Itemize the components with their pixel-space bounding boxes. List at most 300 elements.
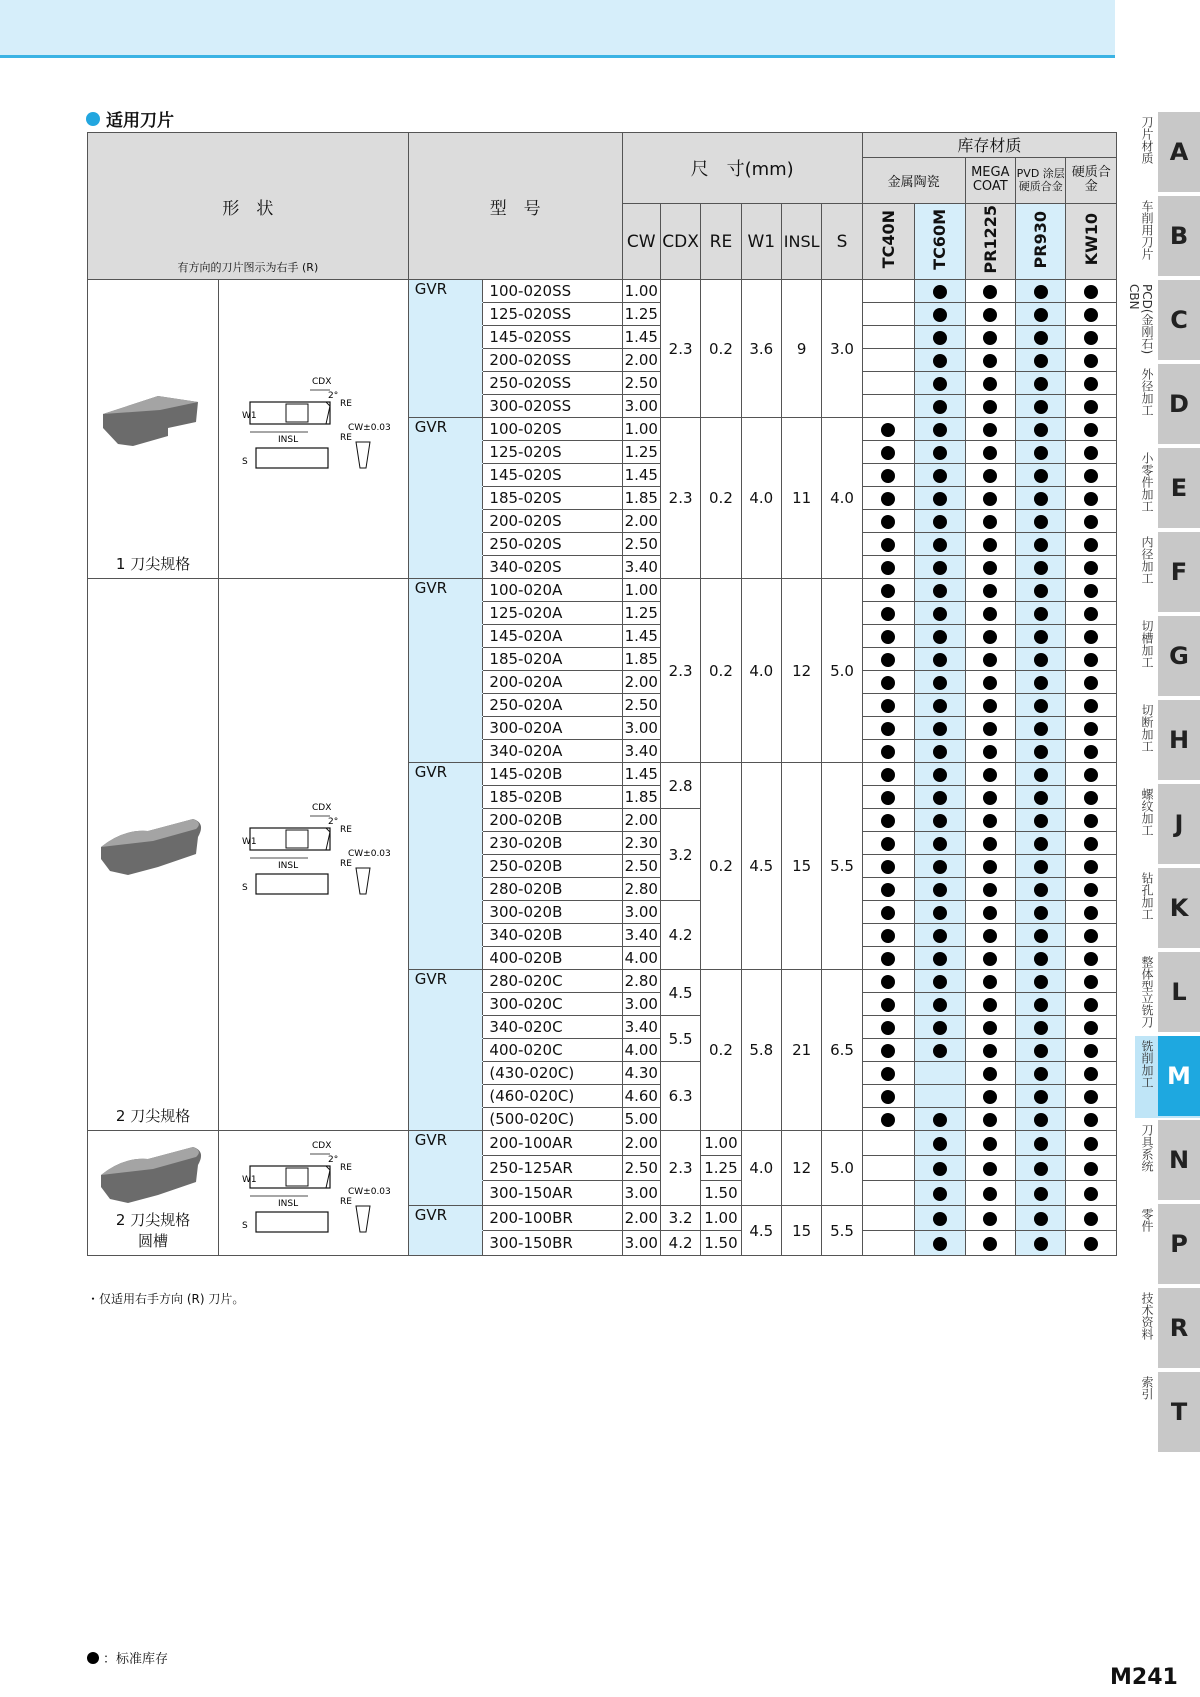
stock-dot-icon (983, 975, 997, 989)
cw-value: 2.00 (622, 671, 660, 694)
nav-tab-label: 索引 (1140, 1376, 1154, 1400)
w1-value: 5.8 (741, 970, 781, 1131)
stock-cell (1016, 1181, 1066, 1206)
stock-cell (965, 1085, 1015, 1108)
stock-dot-icon (1034, 354, 1048, 368)
cw-value: 1.45 (622, 625, 660, 648)
stock-dot-icon (1084, 285, 1098, 299)
stock-cell (862, 1039, 914, 1062)
stock-dot-icon (1084, 975, 1098, 989)
stock-cell (862, 280, 914, 303)
stock-dot-icon (87, 1652, 99, 1664)
stock-cell (965, 441, 1015, 464)
stock-cell (915, 372, 965, 395)
w1-value: 3.6 (741, 280, 781, 418)
stock-cell (862, 1131, 914, 1156)
nav-tab-l[interactable] (1135, 952, 1200, 1034)
stock-cell (1016, 1039, 1066, 1062)
insert-spec-table (87, 132, 1117, 1256)
stock-dot-icon (881, 492, 895, 506)
stock-cell (965, 970, 1015, 993)
stock-cell (915, 947, 965, 970)
stock-dot-icon (933, 400, 947, 414)
mat-carbide: 硬质合金 (1066, 157, 1117, 203)
stock-cell (1016, 1062, 1066, 1085)
stock-dot-icon (933, 423, 947, 437)
stock-cell (915, 533, 965, 556)
stock-cell (862, 1062, 914, 1085)
stock-cell (965, 464, 1015, 487)
stock-dot-icon (983, 1090, 997, 1104)
stock-cell (862, 372, 914, 395)
stock-cell (1066, 878, 1117, 901)
stock-cell (915, 326, 965, 349)
cdx-value: 4.2 (660, 901, 700, 970)
stock-cell (1066, 901, 1117, 924)
header-band (0, 0, 1115, 58)
stock-dot-icon (983, 446, 997, 460)
stock-dot-icon (933, 1113, 947, 1127)
stock-cell (915, 625, 965, 648)
nav-tab-letter: D (1158, 364, 1200, 444)
model-number: 300-150AR (483, 1181, 622, 1206)
diagram-label-re: RE (340, 1163, 353, 1173)
diagram-label-cw: CW±0.03 (348, 423, 392, 433)
nav-tab-label: 铣削加工 (1140, 1040, 1154, 1088)
insl-value: 11 (781, 418, 821, 579)
stock-cell (862, 349, 914, 372)
stock-cell (1016, 671, 1066, 694)
diagram-label-insl: INSL (278, 435, 299, 445)
stock-dot-icon (1084, 745, 1098, 759)
stock-dot-icon (933, 975, 947, 989)
stock-dot-icon (1034, 814, 1048, 828)
col-cw: CW (622, 204, 660, 280)
diagram-label-cdx: CDX (312, 1141, 332, 1151)
section-title: 适用刀片 (86, 106, 174, 131)
stock-dot-icon (933, 515, 947, 529)
cdx-value: 3.2 (660, 1206, 700, 1231)
stock-dot-icon (1034, 952, 1048, 966)
model-number: 200-020SS (483, 349, 622, 372)
insert-dimension-diagram (219, 579, 409, 1131)
stock-cell (862, 1016, 914, 1039)
stock-dot-icon (881, 791, 895, 805)
stock-cell (965, 1156, 1015, 1181)
stock-cell (1066, 924, 1117, 947)
insert-image (92, 1135, 214, 1209)
model-number: 250-020S (483, 533, 622, 556)
stock-cell (965, 786, 1015, 809)
model-number: 400-020B (483, 947, 622, 970)
stock-cell (862, 832, 914, 855)
stock-cell (1066, 510, 1117, 533)
stock-cell (915, 487, 965, 510)
stock-dot-icon (983, 285, 997, 299)
tip-spec-label: 2 刀尖规格 (115, 1211, 191, 1229)
diagram-label-s: S (242, 457, 249, 467)
stock-cell (862, 1085, 914, 1108)
nav-tab-letter: N (1158, 1120, 1200, 1200)
stock-dot-icon (1084, 423, 1098, 437)
re-value: 1.50 (701, 1181, 741, 1206)
nav-tab-c[interactable] (1127, 280, 1200, 362)
re-value: 1.25 (701, 1156, 741, 1181)
col-insl: INSL (781, 204, 821, 280)
cw-value: 3.00 (622, 993, 660, 1016)
model-prefix (408, 625, 483, 648)
model-number: (460-020C) (483, 1085, 622, 1108)
diagram-label-insl: INSL (278, 860, 299, 871)
stock-dot-icon (881, 722, 895, 736)
stock-dot-icon (881, 975, 895, 989)
stock-cell (965, 924, 1015, 947)
stock-cell (965, 1016, 1015, 1039)
stock-cell (862, 441, 914, 464)
cw-value: 3.00 (622, 395, 660, 418)
stock-cell (1016, 464, 1066, 487)
stock-dot-icon (983, 745, 997, 759)
cw-value: 3.40 (622, 924, 660, 947)
stock-dot-icon (983, 584, 997, 598)
grade-pr1225: PR1225 (965, 204, 1015, 280)
stock-cell (862, 1231, 914, 1256)
stock-cell (862, 947, 914, 970)
cw-value: 3.00 (622, 1181, 660, 1206)
stock-cell (965, 418, 1015, 441)
stock-cell (965, 878, 1015, 901)
model-number: 280-020C (483, 970, 622, 993)
model-number: 145-020S (483, 464, 622, 487)
stock-dot-icon (1084, 1187, 1098, 1201)
stock-dot-icon (1084, 722, 1098, 736)
stock-dot-icon (1084, 814, 1098, 828)
nav-tab-e[interactable] (1135, 448, 1200, 530)
nav-tab-label: 技术资料 (1140, 1292, 1154, 1340)
insert-image (92, 284, 214, 553)
model-prefix (408, 671, 483, 694)
stock-dot-icon (1034, 1162, 1048, 1176)
cw-value: 2.00 (622, 349, 660, 372)
cw-value: 2.30 (622, 832, 660, 855)
stock-cell (915, 349, 965, 372)
model-prefix (408, 809, 483, 832)
stock-cell (1016, 763, 1066, 786)
w1-value: 4.0 (741, 579, 781, 763)
stock-dot-icon (881, 653, 895, 667)
model-number: 340-020B (483, 924, 622, 947)
insert-dimension-diagram (219, 1131, 409, 1256)
stock-dot-icon (983, 630, 997, 644)
stock-cell (965, 809, 1015, 832)
mat-pvd: PVD 涂层硬质合金 (1016, 157, 1066, 203)
stock-cell (915, 786, 965, 809)
stock-dot-icon (983, 768, 997, 782)
nav-tab-r[interactable] (1135, 1288, 1200, 1370)
stock-cell (1066, 1085, 1117, 1108)
cw-value: 1.25 (622, 303, 660, 326)
model-number: 340-020A (483, 740, 622, 763)
stock-dot-icon (933, 699, 947, 713)
nav-tab-j[interactable] (1135, 784, 1200, 866)
stock-cell (965, 326, 1015, 349)
stock-cell (915, 970, 965, 993)
model-prefix (408, 993, 483, 1016)
stock-cell (965, 1231, 1015, 1256)
stock-cell (862, 1206, 914, 1231)
diagram-label-re: RE (340, 399, 353, 409)
stock-cell (862, 717, 914, 740)
stock-cell (1066, 1016, 1117, 1039)
model-number: 300-150BR (483, 1231, 622, 1256)
stock-cell (915, 924, 965, 947)
col-s: S (822, 204, 862, 280)
stock-dot-icon (933, 469, 947, 483)
stock-dot-icon (983, 860, 997, 874)
w1-value: 4.5 (741, 1206, 781, 1256)
nav-tab-k[interactable] (1135, 868, 1200, 950)
stock-dot-icon (881, 1113, 895, 1127)
nav-tab-b[interactable] (1135, 196, 1200, 278)
model-prefix (408, 1108, 483, 1131)
model-prefix (408, 1156, 483, 1181)
stock-dot-icon (1034, 745, 1048, 759)
stock-dot-icon (1034, 1212, 1048, 1226)
model-prefix (408, 510, 483, 533)
stock-dot-icon (1084, 1044, 1098, 1058)
cw-value: 3.40 (622, 740, 660, 763)
nav-tab-letter: J (1158, 784, 1200, 864)
cdx-value: 4.2 (660, 1231, 700, 1256)
cw-value: 2.50 (622, 1156, 660, 1181)
stock-cell (915, 671, 965, 694)
insert-dimension-diagram (219, 280, 409, 579)
nav-tab-letter: G (1158, 616, 1200, 696)
model-prefix (408, 1039, 483, 1062)
stock-cell (1016, 1206, 1066, 1231)
stock-dot-icon (1034, 607, 1048, 621)
stock-dot-icon (933, 354, 947, 368)
stock-cell (1016, 855, 1066, 878)
diagram-label-cw: CW±0.03 (348, 848, 392, 859)
model-number: 125-020A (483, 602, 622, 625)
stock-cell (862, 901, 914, 924)
stock-dot-icon (881, 423, 895, 437)
stock-dot-icon (933, 584, 947, 598)
stock-cell (862, 556, 914, 579)
stock-dot-icon (933, 768, 947, 782)
model-number: 125-020SS (483, 303, 622, 326)
stock-cell (1066, 1206, 1117, 1231)
model-number: 340-020S (483, 556, 622, 579)
nav-tab-d[interactable] (1135, 364, 1200, 446)
model-prefix (408, 556, 483, 579)
stock-dot-icon (933, 538, 947, 552)
stock-cell (862, 694, 914, 717)
cw-value: 1.25 (622, 441, 660, 464)
stock-cell (862, 464, 914, 487)
stock-dot-icon (983, 1067, 997, 1081)
s-value: 5.0 (822, 1131, 862, 1206)
stock-cell (862, 579, 914, 602)
stock-dot-icon (881, 768, 895, 782)
diagram-label-re2: RE (340, 1197, 353, 1207)
stock-cell (965, 1039, 1015, 1062)
stock-cell (965, 625, 1015, 648)
diagram-label-re2: RE (340, 858, 353, 869)
re-value: 0.2 (701, 280, 741, 418)
stock-dot-icon (1084, 492, 1098, 506)
grade-pr930: PR930 (1016, 204, 1066, 280)
stock-dot-icon (983, 814, 997, 828)
cw-value: 2.00 (622, 1131, 660, 1156)
nav-tab-letter: E (1158, 448, 1200, 528)
stock-dot-icon (1034, 998, 1048, 1012)
nav-tab-p[interactable] (1135, 1204, 1200, 1286)
nav-tab-letter: F (1158, 532, 1200, 612)
cw-value: 5.00 (622, 1108, 660, 1131)
nav-tab-letter: H (1158, 700, 1200, 780)
insl-value: 15 (781, 1206, 821, 1256)
diagram-label-s: S (242, 1221, 249, 1231)
stock-cell (1066, 303, 1117, 326)
stock-dot-icon (1034, 377, 1048, 391)
stock-dot-icon (983, 469, 997, 483)
stock-cell (1066, 556, 1117, 579)
stock-cell (1066, 717, 1117, 740)
stock-cell (1066, 832, 1117, 855)
stock-dot-icon (983, 1237, 997, 1251)
nav-tab-t[interactable] (1135, 1372, 1200, 1454)
stock-cell (862, 1108, 914, 1131)
stock-dot-icon (881, 561, 895, 575)
stock-cell (1066, 349, 1117, 372)
stock-dot-icon (933, 952, 947, 966)
stock-cell (1016, 694, 1066, 717)
s-value: 5.5 (822, 1206, 862, 1256)
stock-dot-icon (1084, 699, 1098, 713)
stock-dot-icon (983, 538, 997, 552)
stock-cell (1016, 395, 1066, 418)
insert-shape-photo (88, 1131, 219, 1256)
model-prefix (408, 648, 483, 671)
model-prefix: GVR (408, 1206, 483, 1231)
stock-dot-icon (983, 653, 997, 667)
stock-dot-icon (881, 469, 895, 483)
nav-tab-letter: B (1158, 196, 1200, 276)
stock-cell (1066, 1039, 1117, 1062)
stock-cell (915, 280, 965, 303)
stock-cell (1016, 924, 1066, 947)
stock-cell (915, 1181, 965, 1206)
stock-cell (1066, 441, 1117, 464)
model-number: 300-020B (483, 901, 622, 924)
model-number: 300-020SS (483, 395, 622, 418)
stock-dot-icon (1084, 607, 1098, 621)
stock-cell (862, 303, 914, 326)
cdx-value: 6.3 (660, 1062, 700, 1131)
stock-cell (862, 855, 914, 878)
stock-dot-icon (983, 607, 997, 621)
stock-dot-icon (1084, 768, 1098, 782)
stock-dot-icon (1034, 331, 1048, 345)
insert-image (92, 583, 214, 1105)
stock-cell (1066, 1181, 1117, 1206)
cdx-value: 2.8 (660, 763, 700, 809)
stock-cell (915, 1085, 965, 1108)
stock-dot-icon (1034, 653, 1048, 667)
nav-tab-label: PCD(金刚石) CBN (1127, 284, 1154, 355)
nav-tab-h[interactable] (1135, 700, 1200, 782)
stock-cell (862, 786, 914, 809)
s-value: 6.5 (822, 970, 862, 1131)
tip-spec-label: 2 刀尖规格 (115, 1107, 191, 1125)
tip-spec-label: 1 刀尖规格 (115, 555, 191, 573)
nav-tab-letter: K (1158, 868, 1200, 948)
stock-cell (965, 763, 1015, 786)
nav-tab-label: 螺纹加工 (1140, 788, 1154, 836)
nav-tab-a[interactable] (1135, 112, 1200, 194)
nav-tab-g[interactable] (1135, 616, 1200, 698)
stock-cell (965, 372, 1015, 395)
stock-dot-icon (933, 653, 947, 667)
insl-value: 21 (781, 970, 821, 1131)
cdx-value: 5.5 (660, 1016, 700, 1062)
nav-tab-label: 切槽加工 (1140, 620, 1154, 668)
insert-shape-photo (88, 280, 219, 579)
stock-cell (1066, 694, 1117, 717)
stock-dot-icon (881, 515, 895, 529)
stock-cell (915, 1131, 965, 1156)
stock-dot-icon (983, 929, 997, 943)
stock-cell (1066, 970, 1117, 993)
model-prefix (408, 740, 483, 763)
stock-dot-icon (1084, 952, 1098, 966)
stock-dot-icon (881, 699, 895, 713)
stock-dot-icon (983, 1187, 997, 1201)
diagram-label-angle: 2° (328, 816, 339, 827)
cw-value: 4.00 (622, 947, 660, 970)
stock-dot-icon (983, 400, 997, 414)
nav-tab-f[interactable] (1135, 532, 1200, 614)
stock-cell (915, 878, 965, 901)
model-number: 185-020S (483, 487, 622, 510)
diagram-label-angle: 2° (328, 1155, 339, 1165)
model-number: 250-125AR (483, 1156, 622, 1181)
stock-cell (915, 763, 965, 786)
model-prefix (408, 694, 483, 717)
nav-tab-label: 刀片材质 (1140, 116, 1154, 164)
stock-dot-icon (983, 676, 997, 690)
stock-cell (862, 395, 914, 418)
stock-dot-icon (881, 837, 895, 851)
model-prefix (408, 1181, 483, 1206)
stock-dot-icon (1034, 1113, 1048, 1127)
stock-cell (915, 556, 965, 579)
nav-tab-label: 钻孔加工 (1140, 872, 1154, 920)
insl-value: 12 (781, 579, 821, 763)
cw-value: 2.80 (622, 970, 660, 993)
stock-cell (1016, 418, 1066, 441)
stock-cell (862, 809, 914, 832)
table-row (88, 1131, 1117, 1156)
nav-tab-n[interactable] (1135, 1120, 1200, 1202)
stock-dot-icon (1034, 423, 1048, 437)
cw-value: 1.85 (622, 487, 660, 510)
stock-cell (1016, 901, 1066, 924)
nav-tab-m[interactable] (1135, 1036, 1200, 1118)
insert-shape-photo (88, 579, 219, 1131)
